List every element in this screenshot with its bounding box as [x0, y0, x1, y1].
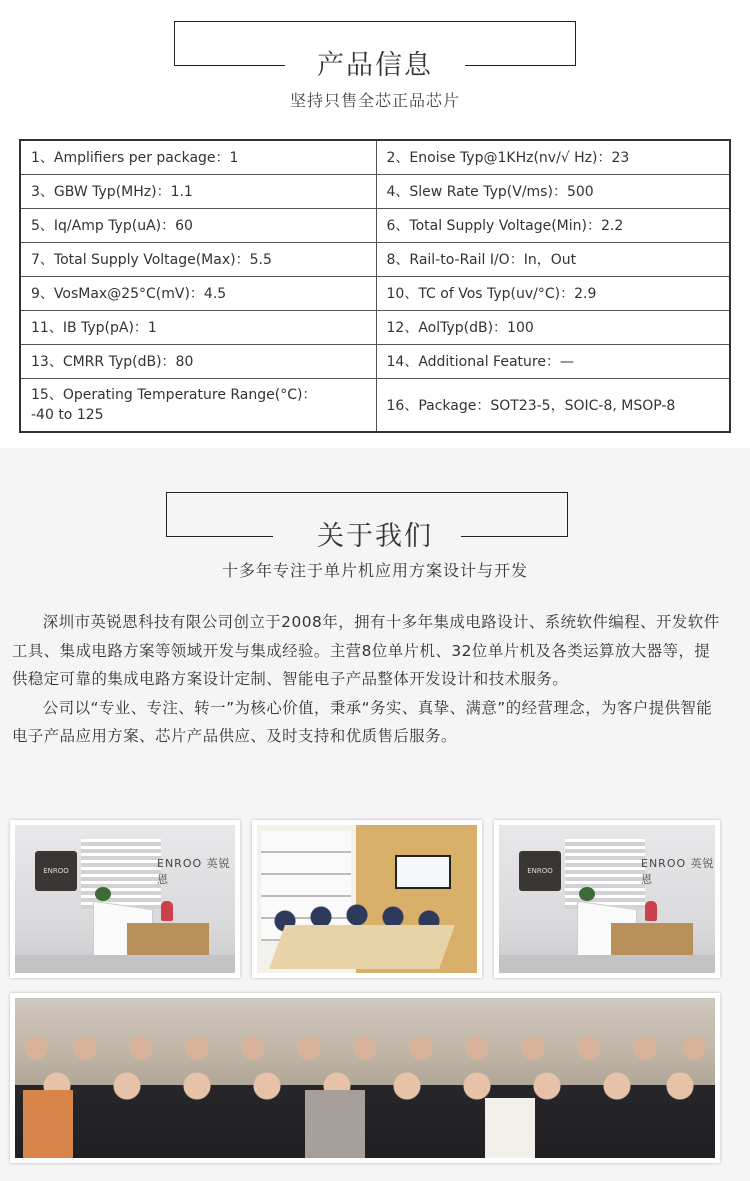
lobby-image [15, 825, 235, 973]
office-lobby-photo [10, 820, 240, 978]
spec-cell: 11、IB Typ(pA)：1 [20, 310, 376, 344]
spec-cell: 1、Amplifiers per package：1 [20, 140, 376, 174]
presentation-screen [395, 855, 451, 889]
meeting-room-photo [252, 820, 482, 978]
spec-cell: 10、TC of Vos Typ(uv/°C)：2.9 [376, 276, 730, 310]
spec-cell [20, 378, 376, 432]
spec-cell: 13、CMRR Typ(dB)：80 [20, 344, 376, 378]
spec-cell: 2、Enoise Typ@1KHz(nv/√ Hz)：23 [376, 140, 730, 174]
spec-cell: 16、Package：SOT23-5，SOIC-8, MSOP-8 [376, 378, 730, 432]
product-info-subtitle: 坚持只售全芯正品芯片 [289, 91, 460, 110]
about-paragraph: 公司以“专业、专注、转一”为核心价值，秉承“务实、真挚、满意”的经营理念，为客户提供智能电子产品应用方案、芯片产品供应、及时支持和优质售后服务。 [12, 698, 713, 745]
spec-cell: 9、VosMax@25°C(mV)：4.5 [20, 276, 376, 310]
about-text [12, 608, 724, 751]
table-row [20, 208, 730, 242]
plant [95, 887, 111, 901]
floor [499, 955, 715, 973]
table-row [20, 378, 730, 432]
wall-stripes [81, 839, 161, 909]
table-row [20, 242, 730, 276]
front-row-people [15, 1056, 715, 1116]
receptionist [645, 901, 657, 921]
spec-cell: 12、AolTyp(dB)：100 [376, 310, 730, 344]
table-row [20, 174, 730, 208]
spec-line: 15、Operating Temperature Range(°C)： [31, 386, 317, 403]
product-info-section [0, 0, 750, 448]
spec-cell: 7、Total Supply Voltage(Max)：5.5 [20, 242, 376, 276]
spec-cell: 4、Slew Rate Typ(V/ms)：500 [376, 174, 730, 208]
spec-cell: 14、Additional Feature：— [376, 344, 730, 378]
spec-cell: 5、Iq/Amp Typ(uA)：60 [20, 208, 376, 242]
table-row [20, 310, 730, 344]
table-row [20, 276, 730, 310]
spec-table [19, 139, 731, 433]
table-row [20, 344, 730, 378]
about-subtitle: 十多年专注于单片机应用方案设计与开发 [221, 561, 528, 580]
wall-brand-text: ENROO 英锐恩 [157, 857, 231, 886]
meeting-image [257, 825, 477, 973]
table-row [20, 140, 730, 174]
lobby-image [499, 825, 715, 973]
wall-logo: ENROO [35, 851, 77, 891]
spec-cell: 6、Total Supply Voltage(Min)：2.2 [376, 208, 730, 242]
wall-brand-text: ENROO 英锐恩 [641, 857, 715, 886]
spec-cell: 8、Rail-to-Rail I/O：In，Out [376, 242, 730, 276]
spec-line: -40 to 125 [31, 406, 104, 423]
about-section [0, 448, 750, 1181]
receptionist [161, 901, 173, 921]
about-paragraph: 深圳市英锐恩科技有限公司创立于2008年，拥有十多年集成电路设计、系统软件编程、开发软件工具、集成电路方案等领域开发与集成经验。主营8位单片机、32位单片机及各类运算放大器等，提供稳定可靠的集成电路方案设计定制、智能电子产品整体开发设计和技术服务。 [12, 613, 720, 688]
group-image [15, 998, 715, 1158]
plant [579, 887, 595, 901]
meeting-table [269, 925, 455, 969]
wall-stripes [565, 839, 645, 909]
grey-suit [305, 1090, 365, 1158]
orange-coat [23, 1090, 73, 1158]
spec-cell: 3、GBW Typ(MHz)：1.1 [20, 174, 376, 208]
floor [15, 955, 235, 973]
white-sweater [485, 1098, 535, 1158]
wall-logo: ENROO [519, 851, 561, 891]
about-title: 关于我们 [317, 521, 433, 552]
office-lobby-photo-2 [494, 820, 720, 978]
team-group-photo [10, 993, 720, 1163]
product-info-title: 产品信息 [317, 50, 433, 81]
